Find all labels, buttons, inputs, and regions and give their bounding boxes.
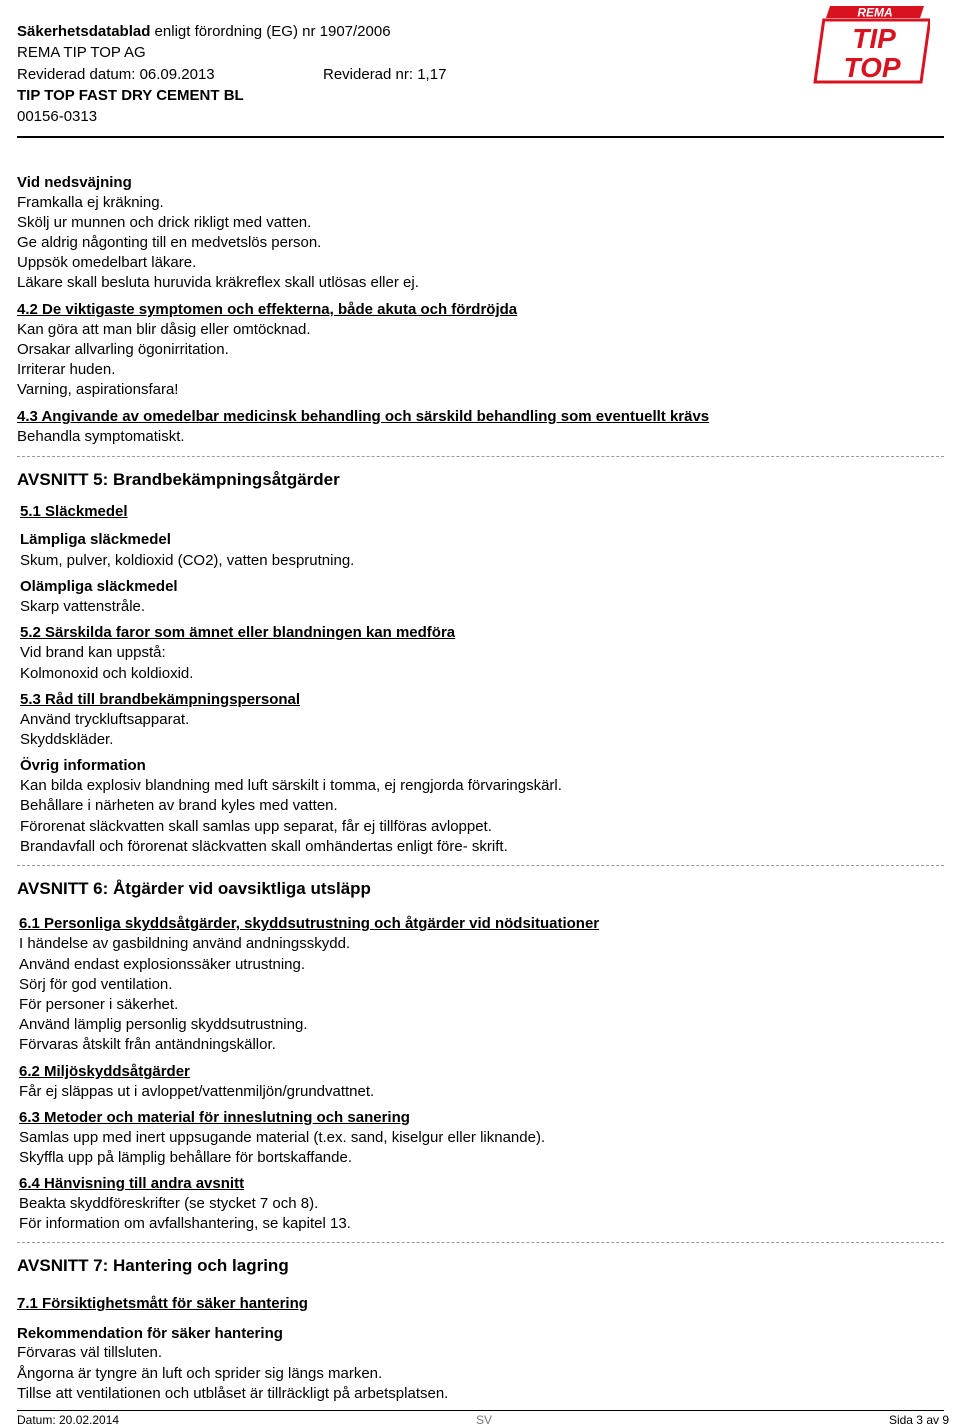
text-line: Framkalla ej kräkning. xyxy=(17,194,164,211)
subsection-5-3-title: 5.3 Råd till brandbekämpningspersonal xyxy=(20,691,301,708)
header-divider xyxy=(17,136,944,138)
text-line: Beakta skyddföreskrifter (se stycket 7 och 8). xyxy=(19,1195,319,1212)
text-line: Behandla symptomatiskt. xyxy=(17,428,185,445)
suitable-media-heading: Lämpliga släckmedel xyxy=(20,531,171,548)
text-line: Varning, aspirationsfara! xyxy=(17,381,179,398)
text-line: Ge aldrig någonting till en medvetslös person. xyxy=(17,234,322,251)
company-name: REMA TIP TOP AG xyxy=(17,44,146,61)
subsection-6-3-title: 6.3 Metoder och material för inneslutning och sanering xyxy=(19,1109,410,1126)
rema-tip-top-logo xyxy=(812,4,930,84)
logo-top-text: REMA xyxy=(857,5,893,20)
subsection-4-2-title: 4.2 De viktigaste symptomen och effekterna, både akuta och fördröjda xyxy=(17,301,518,318)
text-line: Skölj ur munnen och drick rikligt med vatten. xyxy=(17,214,312,231)
section-divider xyxy=(17,456,944,457)
text-line: Behållare i närheten av brand kyles med vatten. xyxy=(20,797,338,814)
footer-divider xyxy=(17,1410,944,1411)
footer-date: Datum: 20.02.2014 xyxy=(17,1413,120,1427)
text-line: Skyddskläder. xyxy=(20,731,114,748)
subsection-5-1-title: 5.1 Släckmedel xyxy=(20,503,128,520)
section-6-title: AVSNITT 6: Åtgärder vid oavsiktliga utsläpp xyxy=(17,879,371,898)
logo-line1: TIP xyxy=(852,23,896,54)
text-line: Får ej släppas ut i avloppet/vattenmiljön/grundvattnet. xyxy=(19,1083,375,1100)
text-line: Uppsök omedelbart läkare. xyxy=(17,254,197,271)
swallow-heading: Vid nedsväjning xyxy=(17,174,132,191)
subsection-4-3-title: 4.3 Angivande av omedelbar medicinsk behandling och särskild behandling som eventuellt krävs xyxy=(17,408,710,425)
text-line: Kan göra att man blir dåsig eller omtöcknad. xyxy=(17,321,311,338)
section-5-title: AVSNITT 5: Brandbekämpningsåtgärder xyxy=(17,470,340,489)
text-line: Sörj för god ventilation. xyxy=(19,976,173,993)
text-line: Brandavfall och förorenat släckvatten skall omhändertas enligt före- skrift. xyxy=(20,838,508,855)
revision-number: Reviderad nr: 1,17 xyxy=(323,66,447,83)
text-line: Skum, pulver, koldioxid (CO2), vatten besprutning. xyxy=(20,552,355,569)
text-line: Tillse att ventilationen och utblåset är tillräckligt på arbetsplatsen. xyxy=(17,1385,449,1402)
text-line: Skarp vattenstråle. xyxy=(20,598,146,615)
text-line: Använd tryckluftsapparat. xyxy=(20,711,190,728)
subsection-5-2-title: 5.2 Särskilda faror som ämnet eller blandningen kan medföra xyxy=(20,624,456,641)
text-line: Vid brand kan uppstå: xyxy=(20,644,166,661)
text-line: För personer i säkerhet. xyxy=(19,996,179,1013)
text-line: Förvaras väl tillsluten. xyxy=(17,1344,163,1361)
text-line: Skyffla upp på lämplig behållare för bortskaffande. xyxy=(19,1149,352,1166)
product-name: TIP TOP FAST DRY CEMENT BL xyxy=(17,87,244,104)
safe-handling-heading: Rekommendation för säker hantering xyxy=(17,1325,283,1342)
section-divider xyxy=(17,865,944,866)
sds-title: Säkerhetsdatablad enligt förordning (EG) nr 1907/2006 xyxy=(17,23,391,40)
text-line: För information om avfallshantering, se kapitel 13. xyxy=(19,1215,351,1232)
other-info-heading: Övrig information xyxy=(20,757,146,774)
section-7-title: AVSNITT 7: Hantering och lagring xyxy=(17,1256,289,1275)
text-line: I händelse av gasbildning använd andningsskydd. xyxy=(19,935,351,952)
document-footer xyxy=(17,1413,955,1428)
footer-language: SV xyxy=(476,1413,493,1427)
text-line: Irriterar huden. xyxy=(17,361,116,378)
logo-line2: TOP xyxy=(843,52,901,83)
text-line: Ångorna är tyngre än luft och sprider sig längs marken. xyxy=(17,1365,383,1382)
text-line: Förorenat släckvatten skall samlas upp separat, får ej tillföras avloppet. xyxy=(20,818,492,835)
subsection-7-1-title: 7.1 Försiktighetsmått för säker hantering xyxy=(17,1295,308,1312)
text-line: Använd endast explosionssäker utrustning. xyxy=(19,956,306,973)
text-line: Förvaras åtskilt från antändningskällor. xyxy=(19,1036,276,1053)
subsection-6-4-title: 6.4 Hänvisning till andra avsnitt xyxy=(19,1175,245,1192)
subsection-6-1-title: 6.1 Personliga skyddsåtgärder, skyddsutrustning och åtgärder vid nödsituationer xyxy=(19,915,600,932)
subsection-6-2-title: 6.2 Miljöskyddsåtgärder xyxy=(19,1063,190,1080)
revised-date: Reviderad datum: 06.09.2013 xyxy=(17,66,215,83)
text-line: Använd lämplig personlig skyddsutrustning. xyxy=(19,1016,308,1033)
unsuitable-media-heading: Olämpliga släckmedel xyxy=(20,578,178,595)
document-header xyxy=(17,20,947,138)
text-line: Samlas upp med inert uppsugande material (t.ex. sand, kiselgur eller liknande). xyxy=(19,1129,546,1146)
text-line: Orsakar allvarling ögonirritation. xyxy=(17,341,229,358)
text-line: Kan bilda explosiv blandning med luft särskilt i tomma, ej rengjorda förvaringskärl. xyxy=(20,777,562,794)
text-line: Läkare skall besluta huruvida kräkreflex skall utlösas eller ej. xyxy=(17,274,419,291)
text-line: Kolmonoxid och koldioxid. xyxy=(20,665,194,682)
section-divider xyxy=(17,1242,944,1243)
product-code: 00156-0313 xyxy=(17,108,98,125)
footer-page-number: Sida 3 av 9 xyxy=(888,1413,949,1427)
